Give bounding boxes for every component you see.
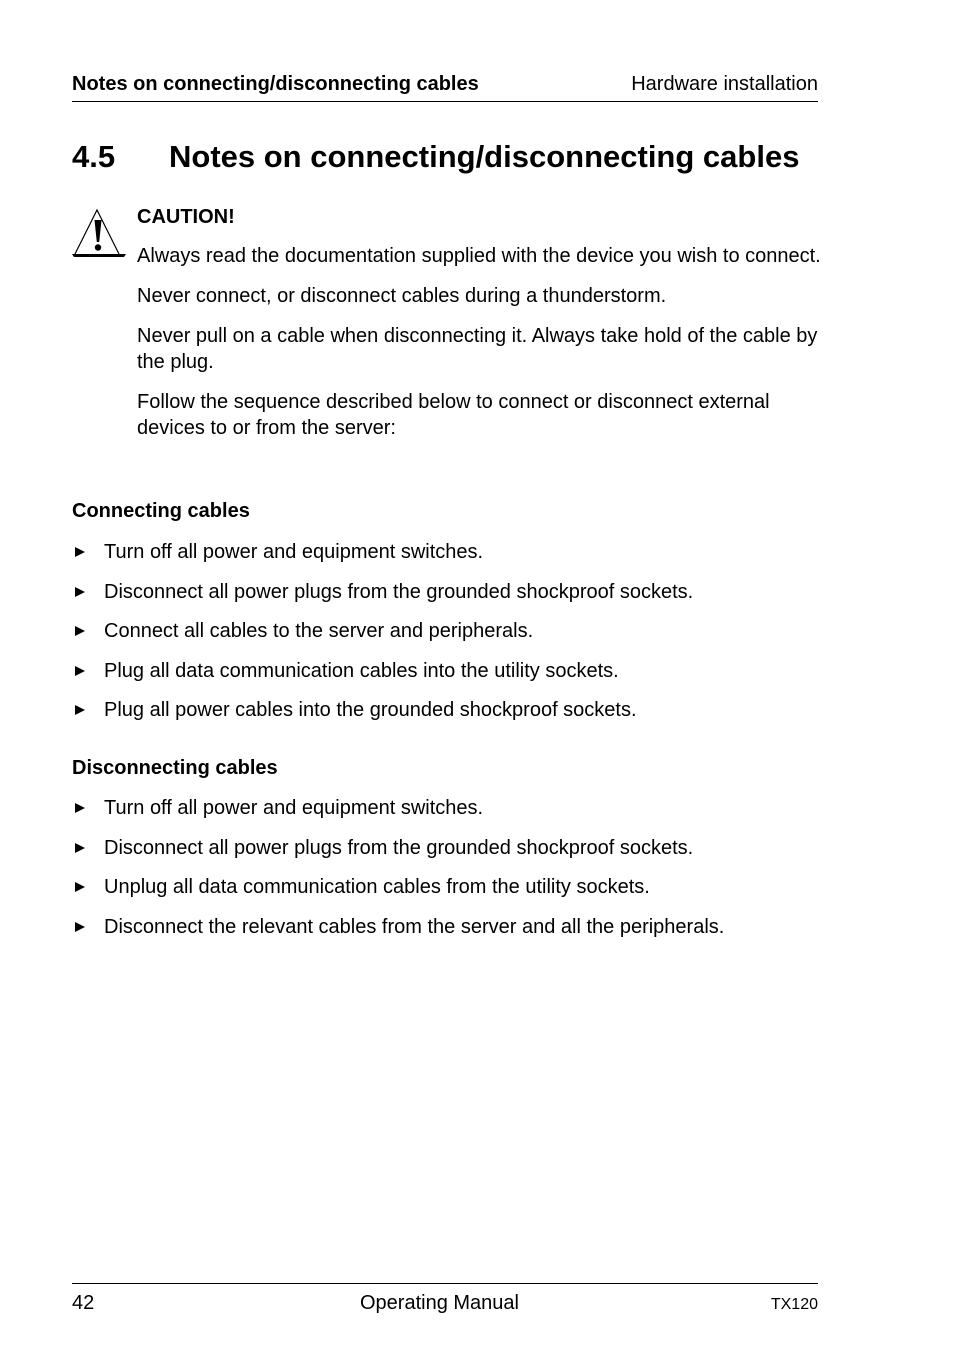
list-item-text: Disconnect all power plugs from the grounded shockproof sockets. [104,580,694,603]
caution-warning-icon [72,206,126,258]
bullet-arrow-icon [75,803,85,813]
disconnecting-steps-list [72,795,832,953]
bullet-arrow-icon [75,626,85,636]
footer-doc-title: Operating Manual [360,1292,519,1314]
list-item [72,795,832,821]
running-header [72,71,818,102]
connecting-steps-list [72,539,832,737]
list-item-text: Connect all cables to the server and peripherals. [104,620,534,643]
list-item [72,579,832,605]
bullet-arrow-icon [75,587,85,597]
caution-paragraph: Never connect, or disconnect cables during a thunderstorm. [137,285,667,307]
bullet-arrow-icon [75,843,85,853]
list-item-text: Plug all power cables into the grounded shockproof sockets. [104,699,637,722]
section-title-text: Notes on connecting/disconnecting cables [169,139,800,174]
running-header-chapter: Notes on connecting/disconnecting cables [72,73,479,95]
section-title [72,137,799,177]
list-item [72,914,832,940]
bullet-arrow-icon [75,547,85,557]
list-item [72,539,832,565]
bullet-arrow-icon [75,666,85,676]
list-item [72,697,832,723]
list-item [72,658,832,684]
bullet-arrow-icon [75,882,85,892]
list-item [72,618,832,644]
disconnecting-cables-heading: Disconnecting cables [72,757,278,779]
list-item-text: Disconnect all power plugs from the grounded shockproof sockets. [104,836,694,859]
bullet-arrow-icon [75,922,85,932]
list-item-text: Turn off all power and equipment switches. [104,541,484,563]
list-item [72,874,832,900]
caution-paragraph: Never pull on a cable when disconnecting it. Always take hold of the cable by the plug. [137,325,818,373]
footer-model: TX120 [770,1296,818,1313]
list-item-text: Unplug all data communication cables from the utility sockets. [104,876,650,899]
caution-paragraph: Always read the documentation supplied with the device you wish to connect. [137,245,821,267]
caution-block [137,204,827,455]
running-header-section: Hardware installation [631,73,818,95]
page-footer [72,1283,818,1324]
list-item-text: Disconnect the relevant cables from the server and all the peripherals. [104,915,725,938]
list-item-text: Turn off all power and equipment switches. [104,797,484,819]
section-number: 4.5 [72,139,116,174]
page-number: 42 [72,1292,95,1314]
bullet-arrow-icon [75,705,85,715]
caution-paragraph: Follow the sequence described below to connect or disconnect external devices to or from the server: [137,391,770,439]
list-item [72,835,832,861]
caution-heading: CAUTION! [137,206,235,228]
connecting-cables-heading: Connecting cables [72,500,250,522]
list-item-text: Plug all data communication cables into the utility sockets. [104,659,619,682]
